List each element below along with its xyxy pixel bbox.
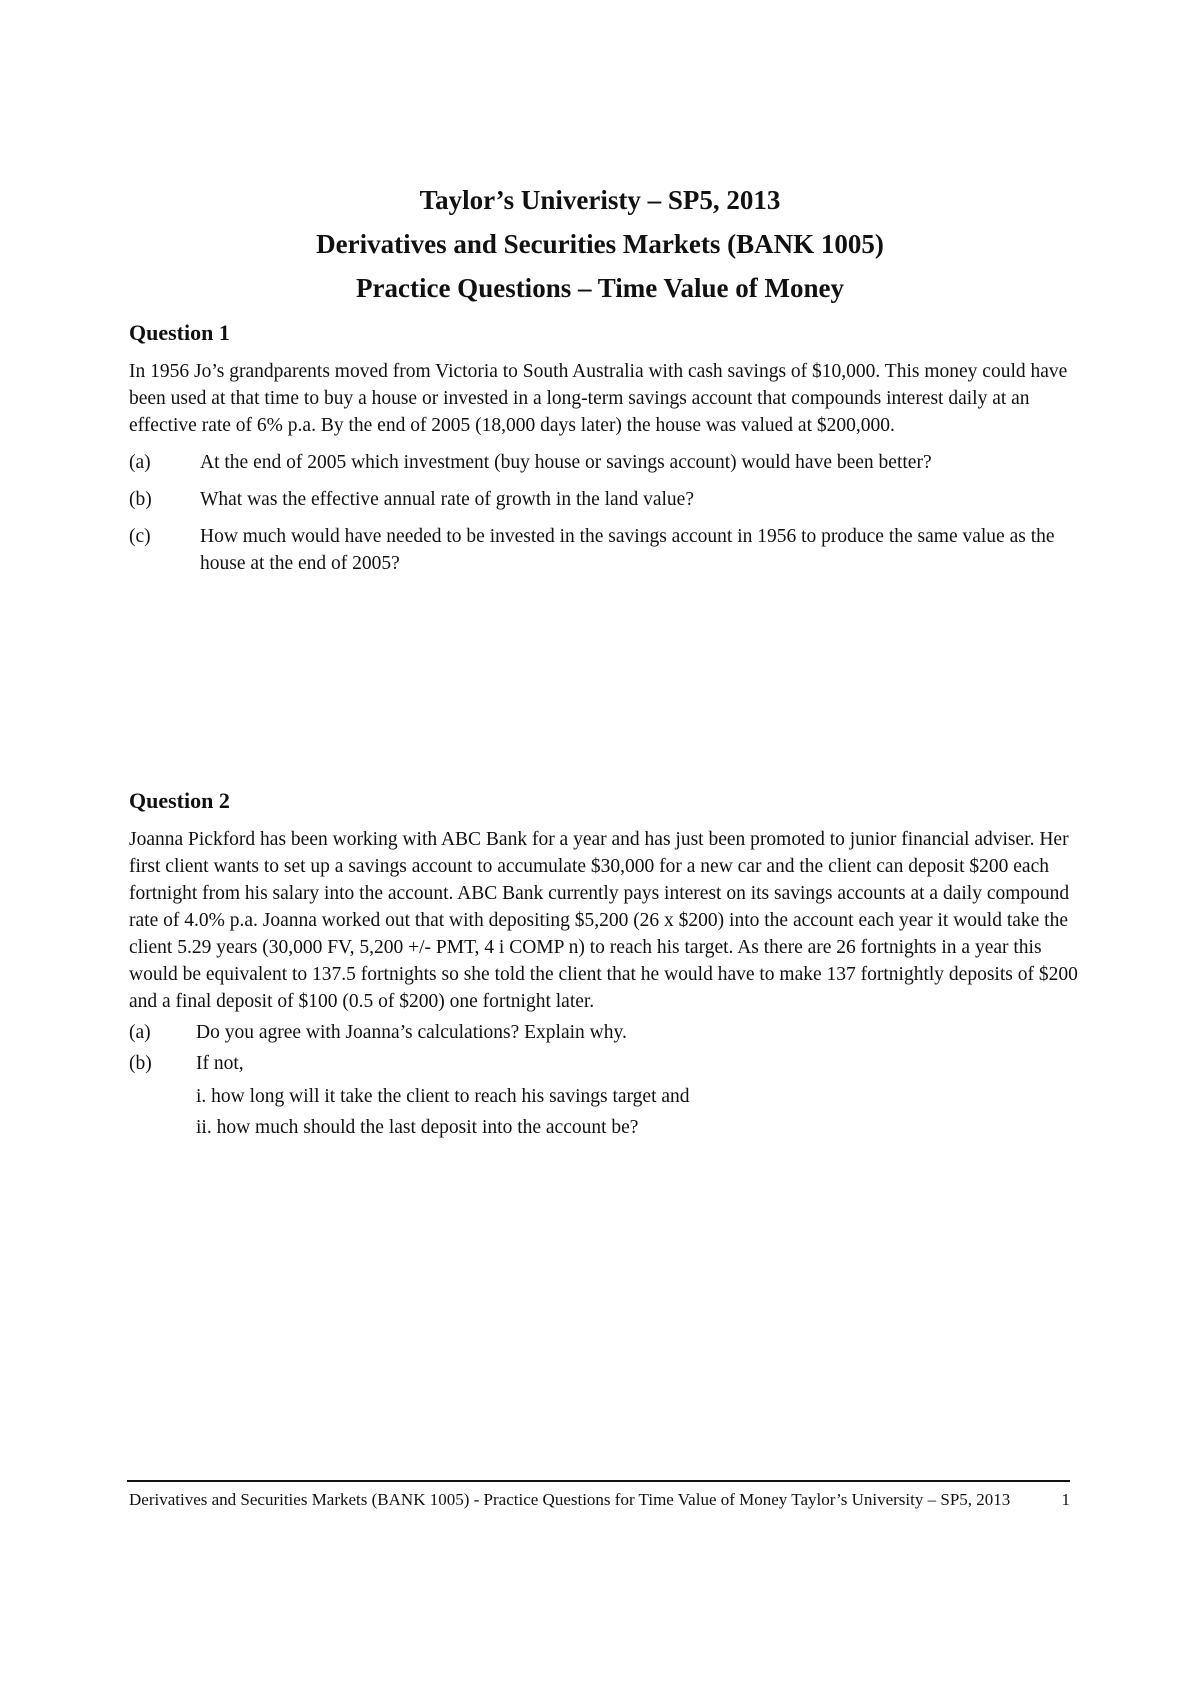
page-number: 1 <box>1061 1490 1070 1509</box>
question-1-body: In 1956 Jo’s grandparents moved from Victoria to South Australia with cash savings of $10,000. This money could have been used at that time to buy a house or invested in a long-term savings account that compounds interest daily at an effective rate of 6% p.a. By the end of 2005 (18,000 days later) the house was valued at $200,000. <box>129 361 1068 436</box>
part-text: How much would have needed to be invested in the savings account in 1956 to produce the same value as the house at the end of 2005? <box>200 526 1055 574</box>
part-text: If not, <box>196 1053 244 1074</box>
question-1-part-b <box>129 486 1084 513</box>
question-2-part-b <box>129 1050 1084 1077</box>
footer-text: Derivatives and Securities Markets (BANK 1005) - Practice Questions for Time Value of Money Taylor’s University – SP5, 2013 <box>129 1490 1011 1509</box>
question-2-section <box>129 786 1084 1143</box>
question-2-subpart-ii: ii. how much should the last deposit into the account be? <box>196 1117 639 1138</box>
title-university: Taylor’s Univeristy – SP5, 2013 <box>419 185 781 215</box>
question-2-parts <box>129 1019 1084 1077</box>
page-footer <box>129 1487 1070 1512</box>
part-marker: (b) <box>129 1053 152 1074</box>
question-1-part-c <box>129 523 1084 577</box>
question-2-part-a <box>129 1019 1084 1046</box>
question-1-heading: Question 1 <box>129 320 230 345</box>
question-2-heading: Question 2 <box>129 788 230 813</box>
part-marker: (b) <box>129 489 152 510</box>
question-2-subparts <box>196 1081 1084 1143</box>
part-marker: (a) <box>129 1022 151 1043</box>
title-course: Derivatives and Securities Markets (BANK 1005) <box>316 229 884 259</box>
part-text: At the end of 2005 which investment (buy house or savings account) would have been better? <box>200 452 932 473</box>
title-topic: Practice Questions – Time Value of Money <box>356 273 844 303</box>
document-title-block <box>0 178 1200 310</box>
part-text: What was the effective annual rate of growth in the land value? <box>200 489 694 510</box>
question-2-body: Joanna Pickford has been working with ABC Bank for a year and has just been promoted to junior financial adviser. Her first client wants to set up a savings account to accumulate $30,000 for a new car and the client can deposit $200 each fortnight from his salary into the account. ABC Bank currently pays interest on its savings accounts at a daily compound rate of 4.0% p.a. Joanna worked out that with depositing $5,200 (26 x $200) into the account each year it would take the client 5.29 years (30,000 FV, 5,200 +/- PMT, 4 i COMP n) to reach his target. As there are 26 fortnights in a year this would be equivalent to 137.5 fortnights so she told the client that he would have to make 137 fortnightly deposits of $200 and a final deposit of $100 (0.5 of $200) one fortnight later. <box>129 829 1078 1012</box>
part-marker: (c) <box>129 526 151 547</box>
question-1-section <box>129 318 1084 587</box>
part-marker: (a) <box>129 452 151 473</box>
question-2-subpart-i: i. how long will it take the client to reach his savings target and <box>196 1086 690 1107</box>
question-1-part-a <box>129 449 1084 476</box>
part-text: Do you agree with Joanna’s calculations? Explain why. <box>196 1022 627 1043</box>
question-1-parts <box>129 449 1084 577</box>
footer-divider <box>127 1480 1070 1482</box>
